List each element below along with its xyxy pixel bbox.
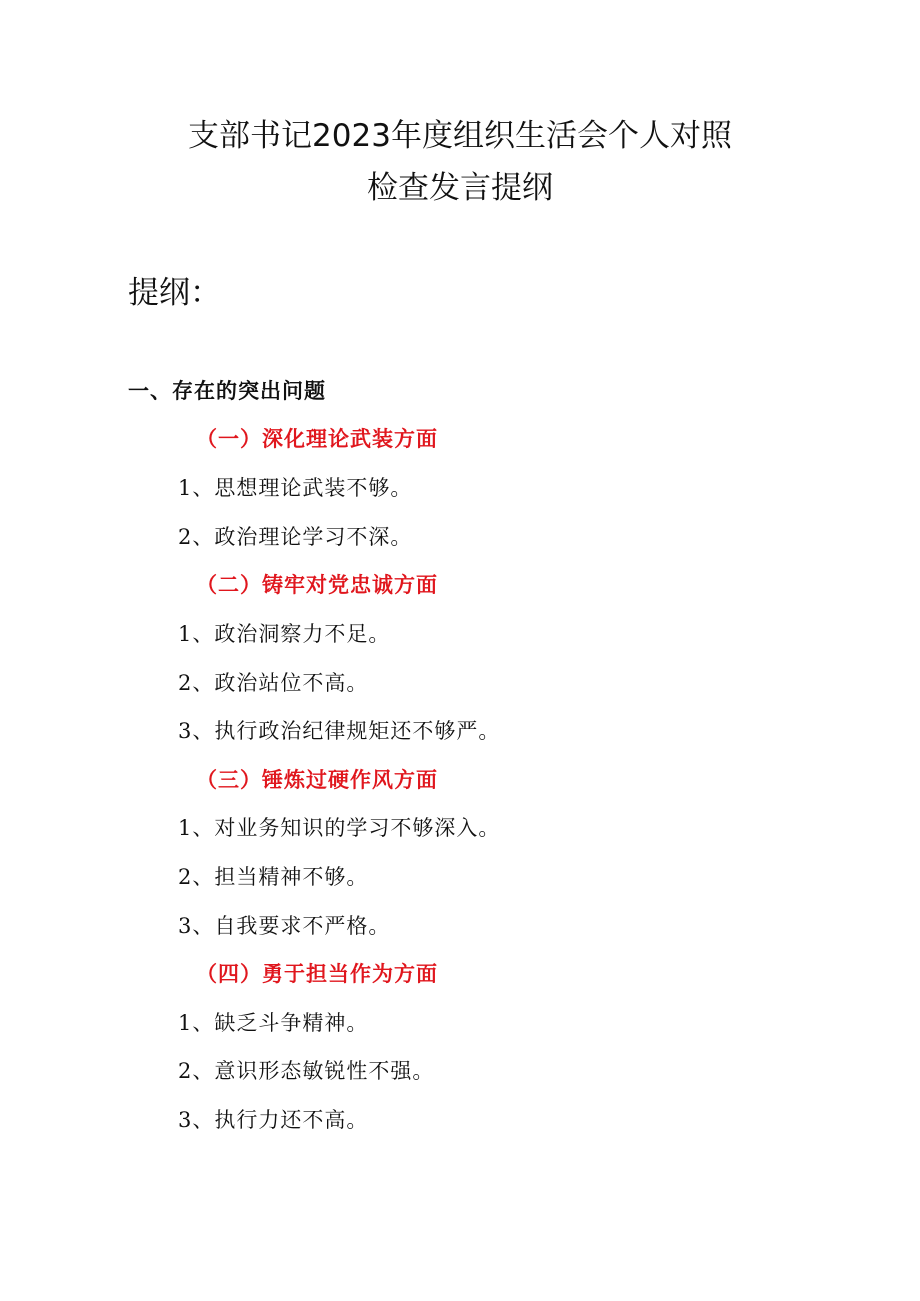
list-item: 2、政治理论学习不深。 — [178, 525, 413, 549]
list-item: 1、缺乏斗争精神。 — [178, 1011, 369, 1035]
outline-label: 提纲： — [128, 275, 221, 311]
subsection-heading-3: （三）锤炼过硬作风方面 — [196, 767, 438, 792]
subsection-heading-1: （一）深化理论武装方面 — [196, 426, 438, 451]
list-item: 2、担当精神不够。 — [178, 865, 369, 889]
subsection-heading-4: （四）勇于担当作为方面 — [196, 961, 438, 986]
list-item: 1、思想理论武装不够。 — [178, 476, 413, 500]
section-heading-1: 一、存在的突出问题 — [128, 378, 326, 403]
list-item: 2、意识形态敏锐性不强。 — [178, 1059, 435, 1083]
list-item: 1、对业务知识的学习不够深入。 — [178, 816, 501, 840]
list-item: 3、自我要求不严格。 — [178, 914, 391, 938]
list-item: 3、执行力还不高。 — [178, 1108, 369, 1132]
subsection-heading-2: （二）铸牢对党忠诚方面 — [196, 572, 438, 597]
document-title-line-2: 检查发言提纲 — [367, 170, 553, 206]
list-item: 3、执行政治纪律规矩还不够严。 — [178, 719, 501, 743]
list-item: 2、政治站位不高。 — [178, 671, 369, 695]
list-item: 1、政治洞察力不足。 — [178, 622, 391, 646]
document-title-line-1: 支部书记2023年度组织生活会个人对照 — [188, 118, 732, 154]
